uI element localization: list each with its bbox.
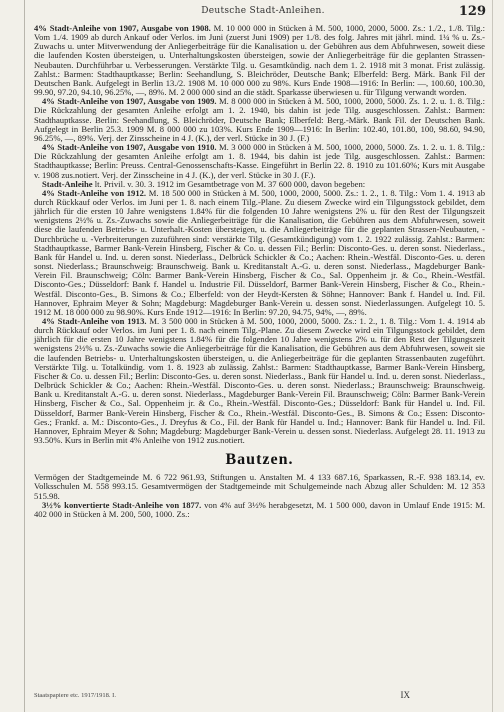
bond-entry-text: M. 18 500 000 in Stücken à M. 500, 1000, 2000, 5000. Zs.: 1. 2., 1. 8. Tilg.: Vom 1. 4. 1913 ab durch Rückkauf oder Verlos. im Juni per 1. 8. nach einem Tilg.-Plane. Zu diesem Zwecke wird ein Tilgungsstock gebildet, dem jährlich für die ersten 10 Jahre wenigstens 1.84% für die folgenden 10 Jahre wenigstens 2% u. für den Rest der Tilgungszeit wenigstens 2½% u. Zs.-Zuwachs sowie die Anliegerbeiträge für die Kanalisation, die Gebühren aus dem Abfuhrwesen, soweit diese die laufenden Betriebs- u. Unterhalt.-Kosten übersteigen, u. die Anliegerbeiträge für die geplanten Strassen-Neubauten, -Durchbrüche u. -Verbreiterungen zuzuführen sind: verstärkte Tilg. (Gesamtkündigung) vom 1. 2. 1922 zulässig. Zahlst.: Barmen: Stadthauptkasse, Barmer Bank-Verein Hinsberg, Fischer & Co. u. dessen Fil.; Berlin: Disconto-Ges. u. deren sonst. Niederlass., Bank für Handel u. Ind. u. deren sonst. Niederlass., Delbrück Schickler & Co.; Aachen: Rhein.-Westfäl. Disconto-Ges. u. deren sonst. Niederlass.; Braunschweig: Braunschweig. Bank u. Kreditanstalt A.-G. u. deren sonst. Niederlass., Magdeburger Bank-Verein Fil. Braunschweig; Cöln: Barmer Bank-Verein Hinsberg, Fischer & Co., Sal. Oppenheim jr. & Co., Rhein.-Westfäl. Disconto-Ges.; Düsseldorf: Bank f. Handel u. Industrie Fil. Düsseldorf, Barmer Bank-Verein Hinsberg, Fischer & Co., Rhein.-Westfäl. Disconto-Ges., B. Simons & Co.; Elberfeld: von der Heydt-Kersten & Söhne; Hannover: Bank f. Handel u. Ind. Fil. Hannover, Ephraim Meyer & Sohn; Magdeburg: Magdeburger Bank-Verein u. dessen sonst. Niederlassungen. Aufgelegt 10. 5. 1912 M. 18 000 000 zu 98.90%. Kurs Ende 1912—1916: In Berlin: 97.20, 94.75, 94%, —, 89%.	[34, 187, 485, 317]
page-edge-rule	[492, 0, 493, 712]
page-header	[34, 6, 492, 20]
footer-note: Staatspapiere etc. 1917/1918. I.	[34, 692, 116, 699]
bond-entry	[34, 501, 485, 519]
section-title: Bautzen.	[225, 451, 294, 469]
section-paragraph: Vermögen der Stadtgemeinde M. 6 722 961.93, Stiftungen u. Anstalten M. 4 133 687.16, Sparkassen, R.-F. 938 183.14, ev. Volksschulen M. 558 993.15. Gesamtvermögen der Stadtgemeinde mit Schulgemeinde nach Abzug aller Schulden: M. 12 353 515.98.	[34, 472, 485, 501]
bond-entry-heading: 4% Stadt-Anleihe von 1913.	[42, 316, 147, 326]
bond-entry-text: M. 10 000 000 in Stücken à M. 500, 1000, 2000, 5000. Zs.: 1./2., 1./8. Tilg.: Vom 1./4. 1909 ab durch Ankauf oder Verlos. im Juni (zuerst Juni 1909) per 1./8. des folg. Jahres mit jährl. mind. 1¼ % u. Zs.-Zuwachs u. unter Mitverwendung der Anliegerbeiträge für die Kanalisation u. der Gebühren aus dem Abfuhrwesen, soweit diese die laufenden Kosten übersteigen, u. Unterhaltungskosten übersteigen, sowie der Anliegerbeiträge für die geplanten Strassen-Neubauten. Durchführbar u. Verbesserungen. Verstärkte Tilg. u. Gesamtkündig. nach dem 1. 2. 1918 mit 3 monat. Frist zulässig. Zahlst.: Barmen: Stadthauptkasse; Berlin: Seehandlung, S. Bleichröder, Deutsche Bank; Elberfeld: Berg. Märk. Bank Fil der Deutschen Bank. Aufgelegt in Berlin 13./2. 1908 M. 10 000 000 zu 98%. Kurs Ende 1908—1916: In Berlin: —, 100.60, 100.30, 99.90, 97.20, 94.10, 96.25%, —, 89%. M. 2 000 000 sind an die städt. Sparkasse überwiesen u. für Tilgung verwandt worden.	[34, 23, 485, 98]
bond-entry	[34, 97, 485, 143]
bond-entry	[34, 317, 485, 445]
signature-mark: IX	[400, 690, 410, 700]
running-title: Deutsche Stadt-Anleihen.	[201, 6, 325, 16]
bond-entry-heading: 4% Stadt-Anleihe von 1912.	[42, 187, 147, 198]
page-binding-rule	[24, 0, 25, 712]
bond-entry-text: lt. Privil. v. 30. 3. 1912 im Gesamtbetrage von M. 37 600 000, davon begeben:	[94, 178, 366, 189]
bond-entry-text: von 4% auf 3½% herabgesetzt, M. 1 500 000, davon in Umlauf Ende 1915: M. 402 000 in Stücken à M. 200, 500, 1000. Zs.:	[34, 499, 485, 519]
bond-entry-text: M. 8 000 000 in Stücken à M. 500, 1000, 2000, 5000. Zs. 1. 2. u. 1. 8. Tilg.: Die Rückzahlung der gesamten Anleihe erfolgt am 1. 2. 1940, bis dahin ist jede Tilg. ausgeschlossen. Zahlst.: Barmen: Stadthauptkasse. Berlin: Seehandlung, S. Bleichröder, Deutsche Bank; Elberfeld: Berg.-Märk. Bank Fil. der Deutschen Bank. Aufgelegt in Berlin 25.3. 1909 M. 8 000 000 zu 103%. Kurs Ende 1909—1916: In Berlin: 102.40, 101.80, 100, 98.60, 94.90, 96.25%, —, 89%. Verj. der Zinsscheine in 4 J. (K.), der verl. Stücke in 30 J. (F.)	[34, 96, 485, 143]
bond-entry-heading: 3½% konvertierte Stadt-Anleihe von 1877.	[42, 499, 202, 510]
bond-entry-text: M. 3 000 000 in Stücken à M. 500, 1000, 2000, 5000. Zs. 1. 2. u. 1. 8. Tilg.: Die Rückzahlung der gesamten Anleihe erfolgt am 1. 8. 1944, bis dahin ist jede Tilg. ausgeschlossen. Zahlst.: Barmen: Stadthauptkasse; Berlin: Preuss. Central-Genossenschafts-Kasse. Eingeführt in Berlin 22. 8. 1910 zu 101.60%; Kurs mit Ausgabe v. 1908 zus.notiert. Verj. der Zinsscheine in 4 J. (K.), der verl. Stücke in 30 J. (F.).	[34, 142, 485, 180]
main-text	[34, 24, 485, 519]
bond-entry	[34, 143, 485, 180]
bond-entry-heading: 4% Stadt-Anleihe von 1907, Ausgabe von 1909.	[42, 96, 217, 107]
page-number: 129	[458, 4, 486, 19]
bond-entry-heading: Stadt-Anleihe	[42, 178, 93, 189]
bond-entry-heading: 4% Stadt-Anleihe von 1907, Ausgabe von 1908.	[34, 23, 211, 33]
bond-entry	[34, 189, 485, 317]
bond-entry	[34, 24, 485, 97]
page-footer	[34, 692, 492, 704]
bond-entry-text: M. 3 500 000 in Stücken à M. 500, 1000, 2000, 5000. Zs.: 1. 2., 1. 8. Tilg.: Vom 1. 4. 1914 ab durch Rückkauf oder Verlos. im Juni per 1. 8. nach einem Tilg.-Plane. Zu diesem Zwecke wird ein Tilgungsstock gebildet, dem jährlich für die ersten 10 Jahre wenigstens 1.84% für die folgenden 10 Jahre wenigstens 2% u. für den Rest der Tilgungszeit wenigstens 2½% u. Zs.-Zuwachs sowie die Anliegerbeiträge für die Kanalisation, die Gebühren aus dem Abfuhrwesen, soweit sie die laufenden Betriebs- u. Unterhaltungskosten übersteigen, u. die Anliegerbeiträge für die geplanten Strassenbauten zugeführt. Verstärkte Tilg. u. Totalkündig. vom 1. 8. 1923 ab zulässig. Zahlst.: Barmen: Stadthauptkasse, Barmer Bank-Verein Hinsberg, Fischer & Co. u. dessen Fil.; Berlin: Disconto-Ges. u. deren sonst. Niederlass., Bank für Handel u. Ind. u. deren sonst. Niederlass., Delbrück Schickler & Co.; Aachen: Rhein.-Westfäl. Disconto-Ges. u. deren sonst. Niederlass.; Braunschweig: Braunschweig. Bank u. Kreditanstalt A.-G. u. deren sonst. Niederlass., Magdeburger Bank-Verein Fil. Braunschweig; Cöln: Barmer Bank-Verein Hinsberg, Fischer & Co., Sal. Oppenheim jr. & Co., Rhein.-Westfäl. Disconto-Ges.; Düsseldorf: Bank für Handel u. Ind. Fil. Düsseldorf, Barmer Bank-Verein Hinsberg, Fischer & Co., Rhein.-Westfäl. Disconto-Ges., B. Simons & Co.; Essen: Disconto-Ges.; Frankf. a. M.: Disconto-Ges., J. Dreyfus & Co., Fil. der Bank für Handel u. Ind.; Hannover: Bank für Handel u. Ind. Fil. Hannover, Ephraim Meyer & Sohn; Magdeburg: Magdeburger Bank-Verein u. dessen sonst. Niederlass. Aufgelegt 28. 11. 1913 zu 93.50%. Kurs in Berlin mit 4% Anleihe von 1912 zus.notiert.	[34, 316, 485, 446]
bond-entry-heading: 4% Stadt-Anleihe von 1907, Ausgabe von 1910.	[42, 142, 217, 153]
